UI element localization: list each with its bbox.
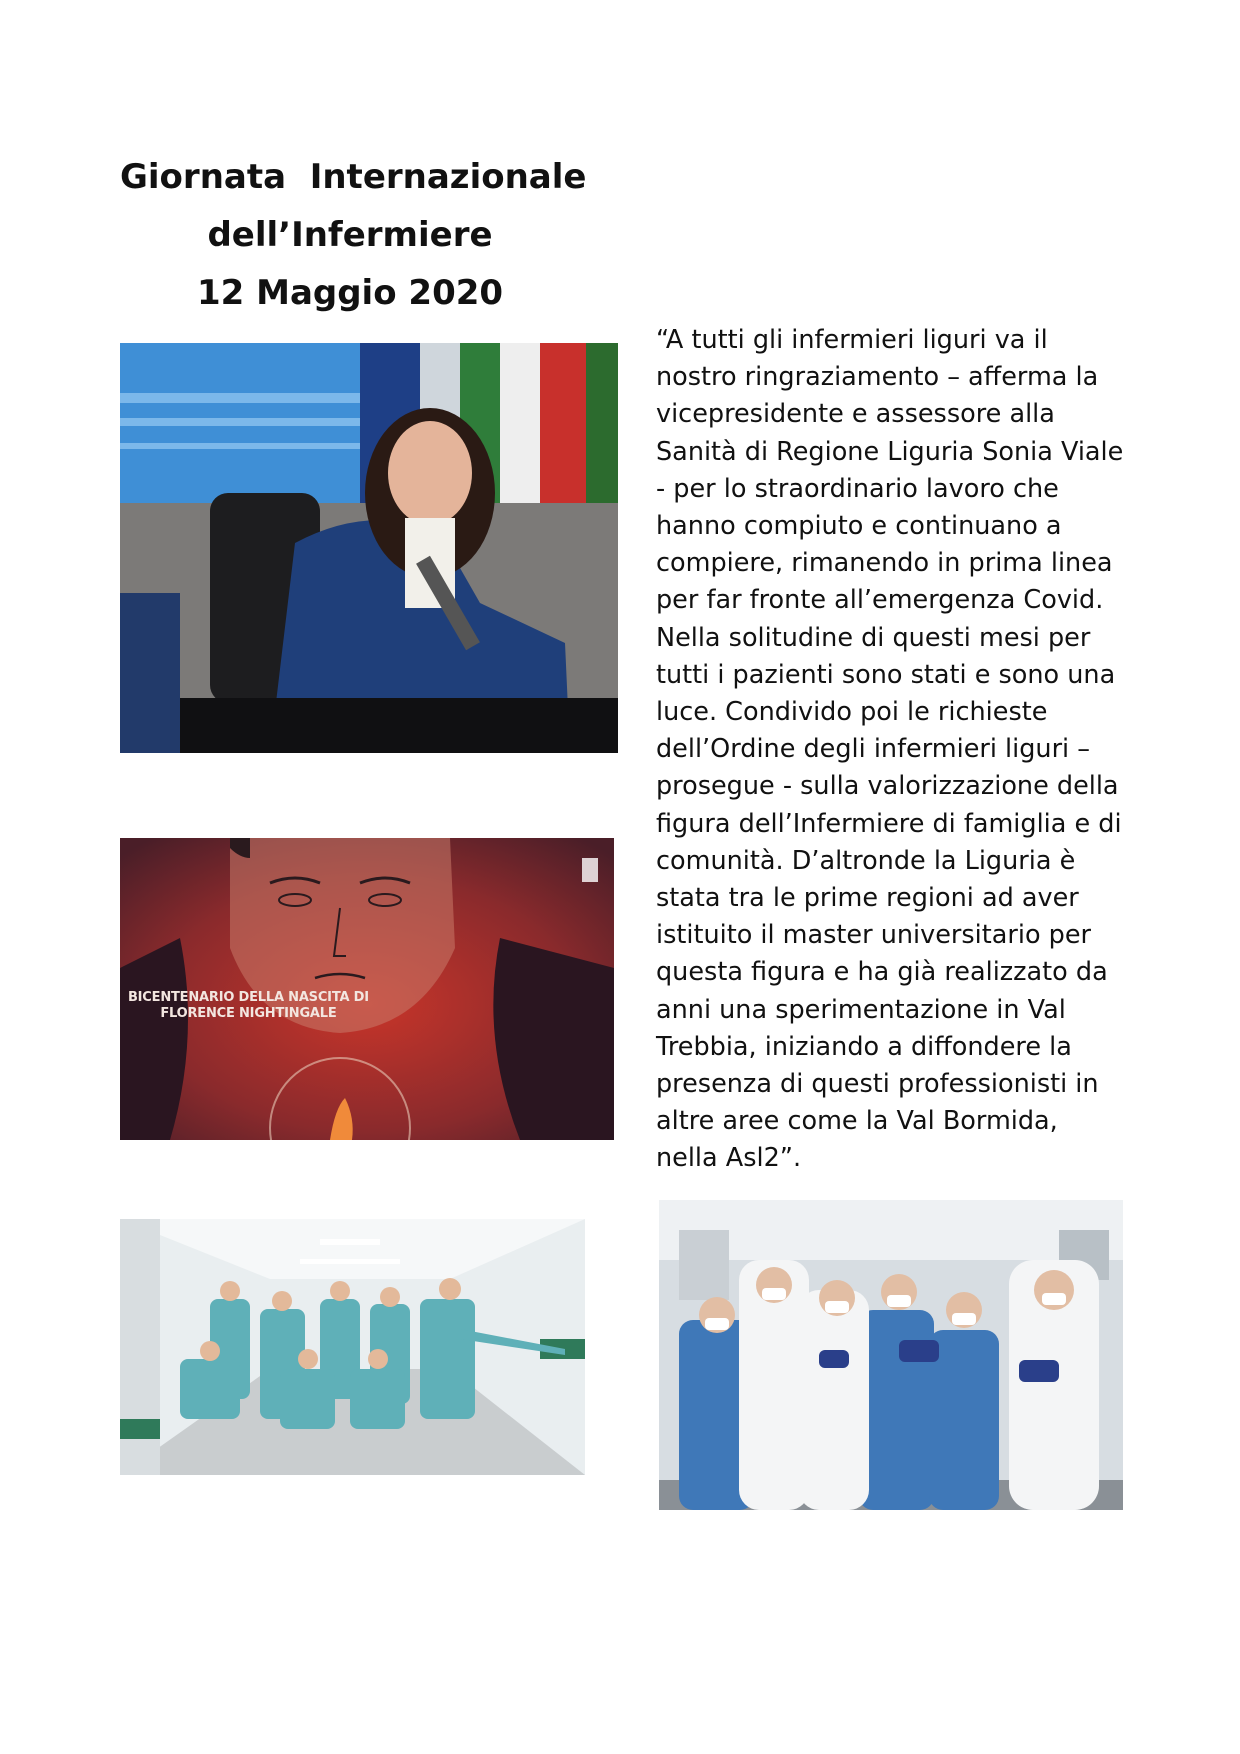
photo-press-conference <box>120 343 618 753</box>
title-line-1: Giornata Internazionale <box>120 157 587 197</box>
photo-nurses-protective-suits <box>659 1200 1123 1510</box>
poster-caption-line-2: FLORENCE NIGHTINGALE <box>160 1006 337 1021</box>
title-line-3: 12 Maggio 2020 <box>196 273 504 313</box>
title-line-2: dell’Infermiere <box>207 215 493 255</box>
poster-caption-line-1: BICENTENARIO DELLA NASCITA DI <box>127 990 369 1005</box>
poster-caption <box>120 990 377 1022</box>
quote-paragraph: “A tutti gli infermieri liguri va il nostro ringraziamento – afferma la vicepresidente e assessore alla Sanità di Regione Liguria Sonia Viale - per lo straordinario lavoro che hanno compiuto e continuano a compiere, rimanendo in prima linea per far fronte all’emergenza Covid. Nella solitudine di questi mesi per tutti i pazienti sono stati e sono una luce. Condivido poi le richieste dell’Ordine degli infermieri liguri – prosegue - sulla valorizzazione della figura dell’Infermiere di famiglia e di comunità. D’altronde la Liguria è stata tra le prime regioni ad aver istituito il master universitario per questa figura e ha già realizzato da anni una sperimentazione in Val Trebbia, iniziando a diffondere la presenza di questi professionisti in altre aree come la Val Bormida, nella Asl2”. <box>656 325 1124 1174</box>
poster-florence-nightingale <box>120 838 614 1140</box>
photo-nurses-corridor <box>120 1219 585 1475</box>
page-title <box>120 148 587 322</box>
